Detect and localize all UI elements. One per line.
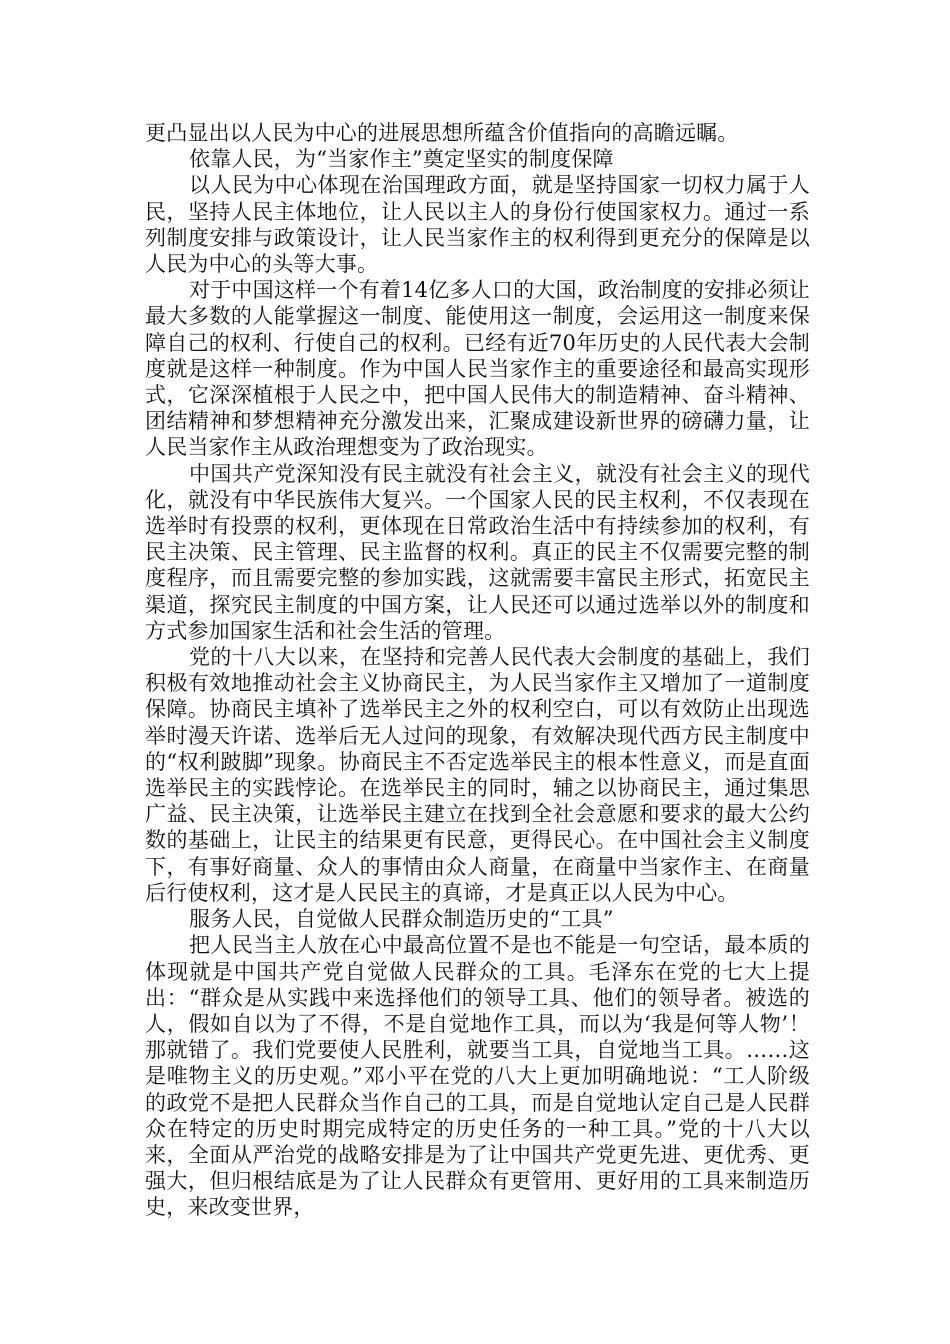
document-body <box>145 120 810 1221</box>
paragraph-continued: 更凸显出以人民为中心的进展思想所蕴含价值指向的高瞻远瞩。 <box>145 121 739 145</box>
paragraph: 把人民当主人放在心中最高位置不是也不能是一句空话，最本质的体现就是中国共产党自觉做人民群众的工具。毛泽东在党的七大上提出：“群众是从实践中来选择他们的领导工具、他们的领导者。被选的人，假如自以为了不得，不是自觉地作工具，而以为‘我是何等人物’！那就错了。我们党要使人民胜利，就要当工具，自觉地当工具。……这是唯物主义的历史观。”邓小平在党的八大上更加明确地说：“工人阶级的政党不是把人民群众当作自己的工具，而是自觉地认定自己是人民群众在特定的历史时期完成特定的历史任务的一种工具。”党的十八大以来，全面从严治党的战略安排是为了让中国共产党更先进、更优秀、更强大，但归根结底是为了让人民群众有更管用、更好用的工具来制造历史，来改变世界， <box>145 933 810 1220</box>
section-heading: 服务人民，自觉做人民群众制造历史的“工具” <box>189 907 614 932</box>
paragraph: 对于中国这样一个有着14亿多人口的大国，政治制度的安排必须让最大多数的人能掌握这一制度、能使用这一制度，会运用这一制度来保障自己的权利、行使自己的权利。已经有近70年历史的人民代表大会制度就是这样一种制度。作为中国人民当家作主的重要途径和最高实现形式，它深深植根于人民之中，把中国人民伟大的制造精神、奋斗精神、团结精神和梦想精神充分激发出来，汇聚成建设新世界的磅礴力量，让人民当家作主从政治理想变为了政治现实。 <box>145 278 810 460</box>
section-heading: 依靠人民，为“当家作主”奠定坚实的制度保障 <box>189 147 614 172</box>
paragraph: 中国共产党深知没有民主就没有社会主义，就没有社会主义的现代化，就没有中华民族伟大复兴。一个国家人民的民主权利，不仅表现在选举时有投票的权利，更体现在日常政治生活中有持续参加的权利，有民主决策、民主管理、民主监督的权利。真正的民主不仅需要完整的制度程序，而且需要完整的参加实践，这就需要丰富民主形式，拓宽民主渠道，探究民主制度的中国方案，让人民还可以通过选举以外的制度和方式参加国家生活和社会生活的管理。 <box>145 461 810 643</box>
paragraph: 党的十八大以来，在坚持和完善人民代表大会制度的基础上，我们积极有效地推动社会主义协商民主，为人民当家作主又增加了一道制度保障。协商民主填补了选举民主之外的权利空白，可以有效防止出现选举时漫天许诺、选举后无人过问的现象，有效解决现代西方民主制度中的“权利跛脚”现象。协商民主不否定选举民主的根本性意义，而是直面选举民主的实践悖论。在选举民主的同时，辅之以协商民主，通过集思广益、民主决策，让选举民主建立在找到全社会意愿和要求的最大公约数的基础上，让民主的结果更有民意，更得民心。在中国社会主义制度下，有事好商量、众人的事情由众人商量，在商量中当家作主、在商量后行使权利，这才是人民民主的真谛，才是真正以人民为中心。 <box>145 645 810 905</box>
paragraph: 以人民为中心体现在治国理政方面，就是坚持国家一切权力属于人民，坚持人民主体地位，让人民以主人的身份行使国家权力。通过一系列制度安排与政策设计，让人民当家作主的权利得到更充分的保障是以人民为中心的头等大事。 <box>145 173 810 277</box>
